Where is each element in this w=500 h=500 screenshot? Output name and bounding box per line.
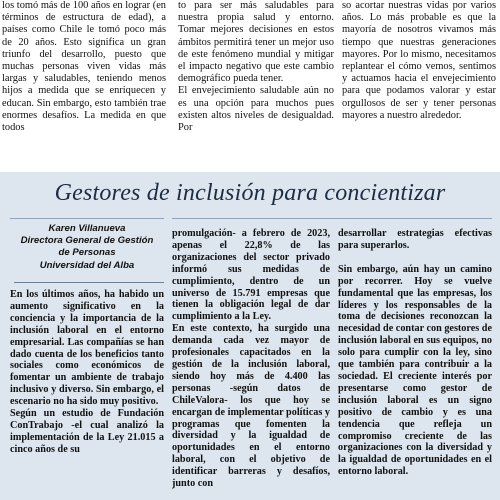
continuation-column-1	[2, 0, 166, 170]
article-paragraph: Sin embargo, aún hay un camino por recorrer. Hoy se vuelve fundamental que las empresas, los líderes y los responsables de la toma de decisiones reconozcan la necesidad de contar con gestores de inclusión laboral en sus equipos, no solo para cumplir con la ley, sino que también para contribuir a la sociedad. El creciente interés por presentarse como gestor de inclusión laboral es un signo positivo de cambio y es una tendencia que refleja un compromiso creciente de las organizaciones con la diversidad y la igualdad de oportunidades en el entorno laboral.	[338, 263, 492, 478]
article-column-2	[172, 228, 330, 500]
article-column-3	[338, 228, 492, 500]
article-paragraph: En los últimos años, ha habido un aumento significativo en la conciencia y la importancia de la inclusión laboral en el entorno empresarial. Las compañías se han dado cuenta de los beneficios tanto sociales como económicos de fomentar un ambiente de trabajo inclusivo y diverso. Sin embargo, el escenario no ha sido muy positivo.	[10, 289, 164, 408]
article-paragraph: promulgación- a febrero de 2023, apenas el 22,8% de las organizaciones del sector privado informó sus medidas de cumplimiento, dentro de un universo de 15.791 empresas que tienen la obligación legal de dar cumplimiento a la Ley.	[172, 228, 330, 323]
article-column-1	[10, 289, 164, 500]
headline-divider-left	[10, 218, 164, 219]
continuation-text-1: los tomó más de 100 años en lograr (en términos de estructura de edad), a países como Chile le tomó poco más de 20 años. Esto significa un gran triunfo del desarrollo, puesto que muchas personas viven vidas más largas y saludables, teniendo menos hijos a medida que se enriquecen y educan. Sin embargo, esto también trae enormes desafíos. La medida en que todos	[2, 0, 166, 134]
opinion-article	[0, 172, 500, 500]
continuation-column-2	[178, 0, 334, 170]
author-block	[10, 223, 164, 272]
previous-article-continuation	[0, 0, 500, 172]
continuation-column-3	[342, 0, 496, 170]
continuation-text-2b: El envejecimiento saludable aún no es una opción para muchos pues existen altos niveles de desigualdad. Por	[178, 85, 334, 134]
author-role-line-1: Directora General de Gestión	[20, 235, 154, 247]
headline-divider-right	[172, 218, 492, 219]
author-divider	[14, 282, 164, 283]
continuation-text-2a: to para ser más saludables para nuestra propia salud y entorno. Tomar mejores decisiones en estos ámbitos permitirá tener un mejor uso de este fenómeno mundial y mitigar el impacto negativo que este cambio demográfico pueda tener.	[178, 0, 334, 85]
paragraph-gap	[338, 252, 492, 264]
author-institution: Universidad del Alba	[39, 259, 135, 271]
author-name: Karen Villanueva	[48, 223, 126, 234]
author-role-line-2: de Personas	[58, 247, 116, 259]
article-headline: Gestores de inclusión para concientizar	[54, 180, 446, 206]
continuation-text-3: so acortar nuestras vidas por varios años. Lo más probable es que la mayoría de nosotros vivamos más tiempo que nuestras generaciones mayores. Por lo mismo, necesitamos replantear el cómo vemos, sentimos y actuamos hacia el envejecimiento para que podamos valorar y estar orgullosos de ser y tener personas mayores a nuestro alrededor.	[342, 0, 496, 121]
article-paragraph: Según un estudio de Fundación ConTrabajo -el cual analizó la implementación de la Ley 21.015 a cinco años de su	[10, 408, 164, 455]
article-paragraph: desarrollar estrategias efectivas para superarlos.	[338, 228, 492, 251]
article-paragraph: En este contexto, ha surgido una demanda cada vez mayor de profesionales capacitados en la gestión de la inclusión laboral, siendo hoy más de 4.400 las personas -según datos de ChileValora- los que hoy se encargan de implementar políticas y programas que fomenten la diversidad y la igualdad de oportunidades en el entorno laboral, con el objetivo de identificar barreras y desafíos, junto con	[172, 323, 330, 490]
